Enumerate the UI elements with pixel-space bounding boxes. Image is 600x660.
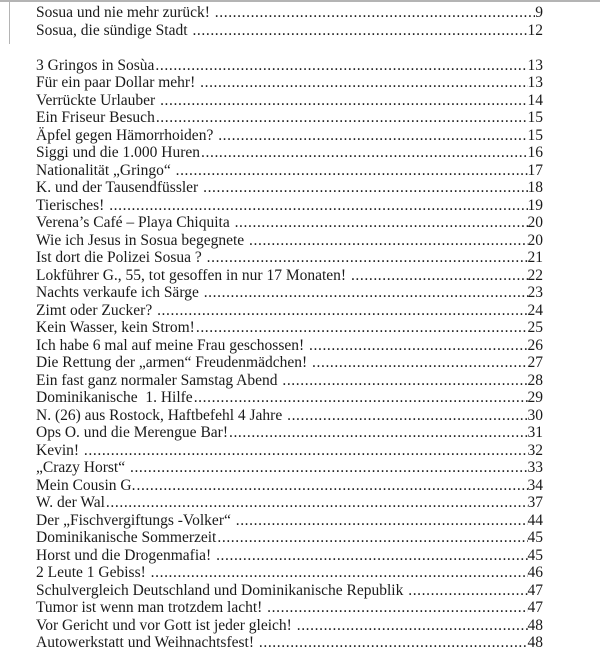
toc-entry-page: 45 bbox=[527, 546, 543, 564]
toc-entry-page: 20 bbox=[527, 231, 543, 249]
dot-leader bbox=[207, 249, 528, 267]
toc-entry-page: 16 bbox=[527, 144, 543, 161]
dot-leader bbox=[109, 197, 527, 215]
toc-entry-title: Horst und die Drogenmafia! bbox=[36, 546, 216, 564]
toc-entry-title: K. und der Tausendfüssler bbox=[36, 179, 203, 196]
toc-entry[interactable] bbox=[36, 477, 543, 495]
toc-entry[interactable] bbox=[36, 57, 543, 75]
toc-entry-title: Siggi und die 1.000 Huren bbox=[36, 144, 201, 161]
toc-entry-title: Äpfel gegen Hämorrhoiden? bbox=[36, 126, 218, 144]
toc-entry-title: Ist dort die Polizei Sosua ? bbox=[36, 249, 206, 266]
toc-entry-page: 21 bbox=[527, 249, 543, 266]
toc-entry-title: Der „Fischvergiftungs -Volker“ bbox=[36, 511, 235, 529]
toc-entry[interactable] bbox=[36, 162, 543, 180]
toc-entry-page: 29 bbox=[527, 389, 543, 406]
dot-leader bbox=[160, 92, 527, 110]
toc-entry[interactable] bbox=[36, 459, 543, 477]
toc-entry-title: Mein Cousin G. bbox=[36, 476, 136, 494]
toc-entry[interactable] bbox=[36, 512, 543, 530]
dot-leader bbox=[267, 599, 527, 617]
toc-entry-title: Autowerkstatt und Weihnachtsfest! bbox=[36, 634, 258, 651]
toc-entry[interactable] bbox=[36, 354, 543, 372]
dot-leader bbox=[203, 179, 527, 197]
dot-leader bbox=[215, 4, 535, 22]
toc-entry[interactable] bbox=[36, 302, 543, 320]
toc-entry[interactable] bbox=[36, 249, 543, 267]
dot-leader bbox=[156, 109, 528, 127]
toc-entry-title: 2 Leute 1 Gebiss! bbox=[36, 564, 150, 581]
dot-leader bbox=[249, 232, 527, 250]
table-of-contents bbox=[0, 4, 600, 652]
toc-entry-title: Sosua und nie mehr zurück! bbox=[36, 4, 214, 21]
toc-entry-page: 26 bbox=[527, 336, 543, 354]
dot-leader bbox=[408, 582, 527, 600]
toc-entry-title: Kevin! bbox=[36, 441, 83, 459]
toc-entry-page: 15 bbox=[527, 109, 543, 126]
dot-leader bbox=[309, 337, 527, 355]
dot-leader bbox=[200, 74, 527, 92]
dot-leader bbox=[151, 564, 528, 582]
dot-leader bbox=[312, 354, 527, 372]
toc-entry-page: 48 bbox=[527, 634, 543, 651]
dot-leader bbox=[229, 424, 528, 442]
toc-entry-page: 30 bbox=[527, 406, 543, 424]
toc-entry-title: Vor Gericht und vor Gott ist jeder gleich! bbox=[36, 616, 296, 634]
toc-entry[interactable] bbox=[36, 337, 543, 355]
dot-leader bbox=[204, 284, 528, 302]
toc-entry-page: 32 bbox=[527, 441, 543, 459]
toc-entry-title: Dominikanische 1. Hilfe bbox=[36, 389, 193, 406]
toc-entry-title: Kein Wasser, kein Strom! bbox=[36, 319, 195, 336]
toc-entry[interactable] bbox=[36, 564, 543, 582]
dot-leader bbox=[287, 407, 527, 425]
dot-leader bbox=[297, 617, 528, 635]
toc-entry-title: Ein fast ganz normaler Samstag Abend bbox=[36, 371, 282, 389]
toc-entry-title: Schulvergleich Deutschland und Dominikanische Republik bbox=[36, 581, 408, 599]
toc-entry-title: Die Rettung der „armen“ Freudenmädchen! bbox=[36, 354, 312, 371]
dot-leader bbox=[216, 547, 527, 565]
dot-leader bbox=[84, 442, 528, 460]
dot-leader bbox=[201, 144, 527, 162]
toc-entry-page: 24 bbox=[527, 301, 543, 319]
toc-entry-page: 22 bbox=[527, 266, 543, 284]
page-top-border bbox=[0, 0, 600, 2]
dot-leader bbox=[194, 389, 528, 407]
toc-entry-page: 17 bbox=[527, 161, 543, 179]
toc-entry-page: 14 bbox=[527, 91, 543, 109]
toc-entry[interactable] bbox=[36, 319, 543, 337]
toc-entry[interactable] bbox=[36, 22, 543, 40]
toc-entry-page: 34 bbox=[527, 476, 543, 494]
toc-entry[interactable] bbox=[36, 617, 543, 635]
dot-leader bbox=[236, 512, 528, 530]
toc-entry-title: Verrückte Urlauber bbox=[36, 91, 160, 109]
toc-entry[interactable] bbox=[36, 547, 543, 565]
toc-entry-title: Ich habe 6 mal auf meine Frau geschossen! bbox=[36, 336, 309, 354]
toc-entry-title: Lokführer G., 55, tot gesoffen in nur 17 Monaten! bbox=[36, 266, 350, 284]
toc-entry[interactable] bbox=[36, 214, 543, 232]
toc-entry-page: 47 bbox=[527, 599, 543, 616]
toc-entry[interactable] bbox=[36, 109, 543, 127]
toc-entry-title: W. der Wal bbox=[36, 494, 105, 511]
toc-entry-title: Für ein paar Dollar mehr! bbox=[36, 74, 200, 91]
dot-leader bbox=[259, 634, 528, 652]
dot-leader bbox=[130, 459, 528, 477]
toc-entry-page: 44 bbox=[527, 511, 543, 529]
dot-leader bbox=[176, 162, 528, 180]
toc-entry-page: 15 bbox=[527, 126, 543, 144]
toc-entry[interactable] bbox=[36, 197, 543, 215]
toc-entry[interactable] bbox=[36, 529, 543, 547]
toc-entry-page: 27 bbox=[527, 354, 543, 371]
toc-entry[interactable] bbox=[36, 127, 543, 145]
toc-entry-title: Tumor ist wenn man trotzdem lacht! bbox=[36, 599, 267, 616]
dot-leader bbox=[196, 319, 528, 337]
toc-entry-title: Nationalität „Gringo“ bbox=[36, 161, 175, 179]
toc-entry-page: 25 bbox=[527, 319, 543, 336]
toc-entry[interactable] bbox=[36, 232, 543, 250]
toc-entry-title: N. (26) aus Rostock, Haftbefehl 4 Jahre bbox=[36, 406, 287, 424]
toc-entry[interactable] bbox=[36, 372, 543, 390]
toc-entry[interactable] bbox=[36, 389, 543, 407]
toc-entry-title: Sosua, die sündige Stadt bbox=[36, 21, 192, 39]
toc-entry-page: 13 bbox=[527, 74, 543, 91]
toc-entry[interactable] bbox=[36, 74, 543, 92]
toc-entry-title: 3 Gringos in Sosùa bbox=[36, 56, 155, 74]
toc-entry[interactable] bbox=[36, 599, 543, 617]
toc-entry-page: 48 bbox=[527, 616, 543, 634]
toc-entry-title: Wie ich Jesus in Sosua begegnete bbox=[36, 231, 249, 249]
toc-entry[interactable] bbox=[36, 4, 543, 22]
toc-entry-title: Ein Friseur Besuch bbox=[36, 109, 155, 126]
dot-leader bbox=[282, 372, 527, 390]
toc-entry[interactable] bbox=[36, 144, 543, 162]
toc-entry[interactable] bbox=[36, 267, 543, 285]
dot-leader bbox=[235, 214, 528, 232]
toc-entry-title: Verena’s Café – Playa Chiquita bbox=[36, 214, 234, 231]
dot-leader bbox=[351, 267, 528, 285]
toc-entry-page: 46 bbox=[527, 564, 543, 581]
toc-entry-page: 18 bbox=[527, 179, 543, 196]
toc-entry[interactable] bbox=[36, 582, 543, 600]
toc-entry[interactable] bbox=[36, 284, 543, 302]
dot-leader bbox=[217, 529, 527, 547]
toc-entry-title: Nachts verkaufe ich Särge bbox=[36, 284, 203, 301]
toc-entry-page: 19 bbox=[527, 196, 543, 214]
toc-entry-title: Zimt oder Zucker? bbox=[36, 301, 157, 319]
toc-entry[interactable] bbox=[36, 407, 543, 425]
toc-entry-page: 37 bbox=[527, 494, 543, 511]
toc-entry-page: 23 bbox=[527, 284, 543, 301]
dot-leader bbox=[192, 22, 527, 40]
toc-entry-page: 9 bbox=[535, 4, 543, 21]
toc-entry-page: 13 bbox=[527, 56, 543, 74]
toc-entry-page: 47 bbox=[527, 581, 543, 599]
toc-entry[interactable] bbox=[36, 442, 543, 460]
toc-entry[interactable] bbox=[36, 92, 543, 110]
dot-leader bbox=[155, 57, 527, 75]
toc-entry-page: 28 bbox=[527, 371, 543, 389]
dot-leader bbox=[218, 127, 527, 145]
toc-entry-page: 12 bbox=[527, 21, 543, 39]
blank-line bbox=[36, 39, 543, 57]
toc-entry[interactable] bbox=[36, 634, 543, 652]
toc-entry[interactable] bbox=[36, 424, 543, 442]
toc-entry-title: „Crazy Horst“ bbox=[36, 459, 129, 476]
toc-entry-page: 31 bbox=[527, 424, 543, 441]
toc-entry[interactable] bbox=[36, 494, 543, 512]
toc-entry-page: 20 bbox=[527, 214, 543, 231]
dot-leader bbox=[136, 477, 527, 495]
toc-entry-title: Dominikanische Sommerzeit bbox=[36, 529, 217, 546]
dot-leader bbox=[157, 302, 527, 320]
toc-entry-page: 45 bbox=[527, 529, 543, 546]
dot-leader bbox=[106, 494, 528, 512]
toc-entry[interactable] bbox=[36, 179, 543, 197]
toc-entry-title: Ops O. und die Merengue Bar! bbox=[36, 424, 228, 441]
toc-entry-title: Tierisches! bbox=[36, 196, 109, 214]
toc-entry-page: 33 bbox=[527, 459, 543, 476]
